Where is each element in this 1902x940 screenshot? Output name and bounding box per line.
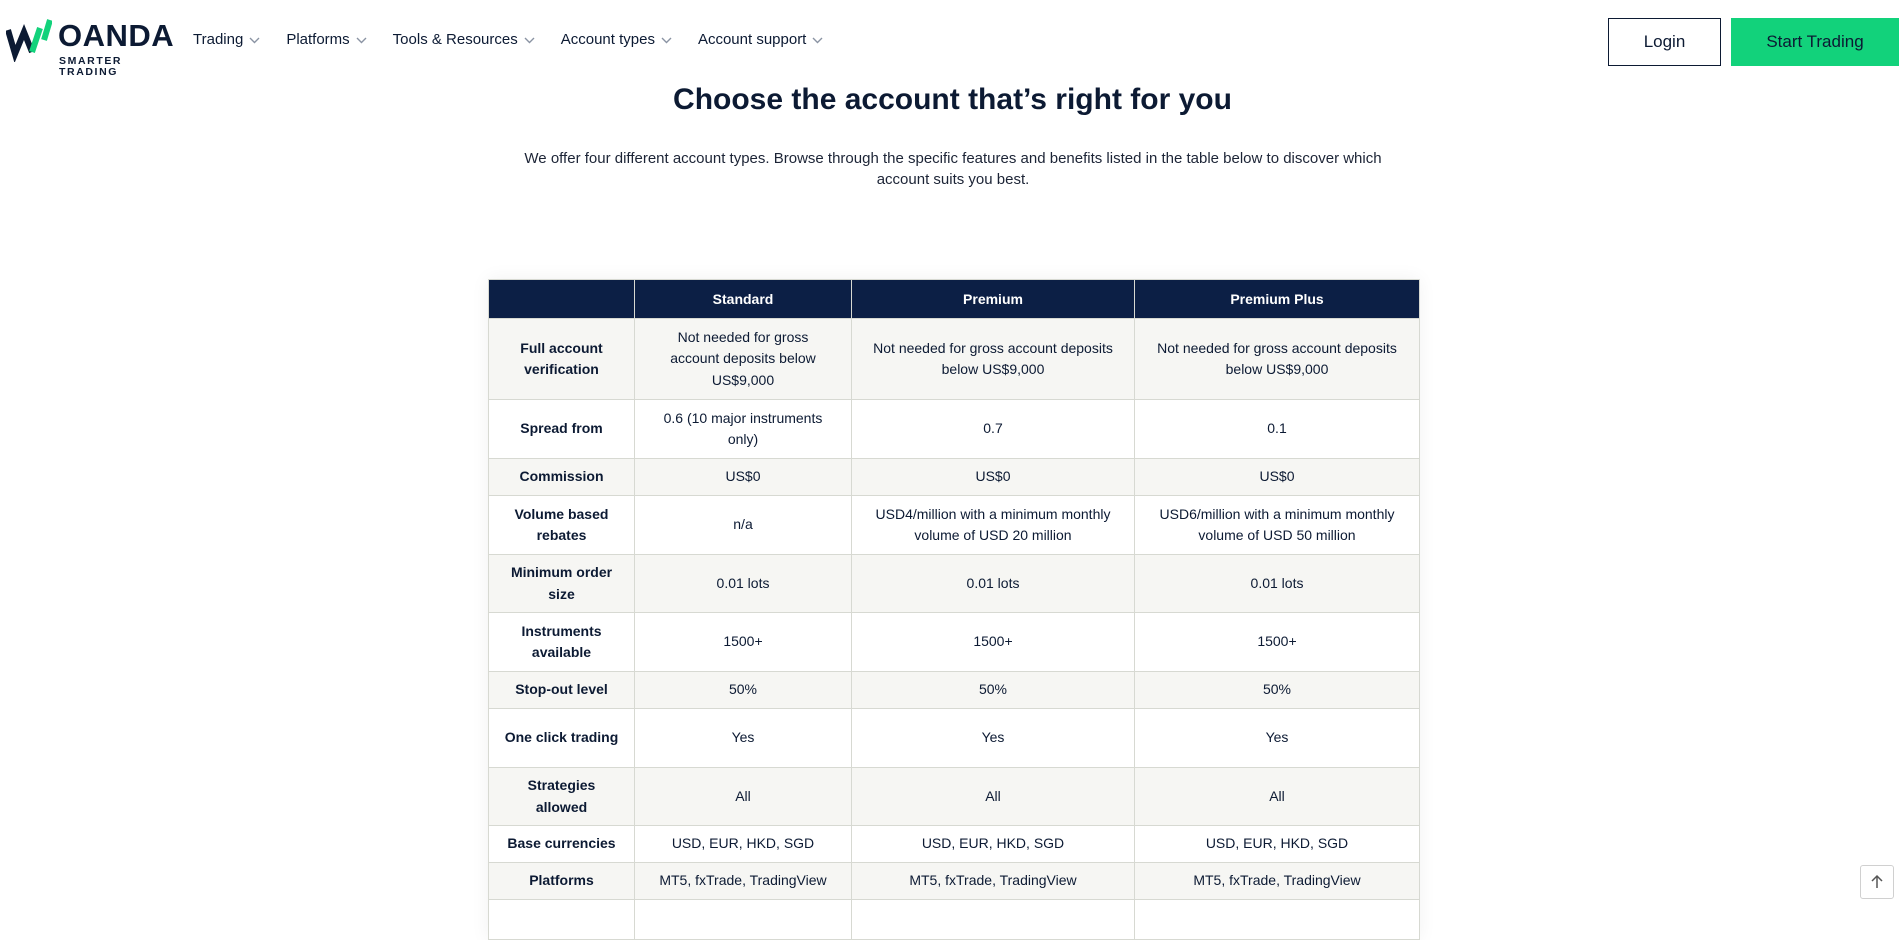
nav-item-platforms[interactable] bbox=[286, 31, 366, 48]
table-cell: MT5, fxTrade, TradingView bbox=[852, 863, 1135, 900]
row-header: Commission bbox=[489, 459, 635, 496]
column-header-standard: Standard bbox=[635, 280, 852, 319]
chevron-down-icon bbox=[661, 37, 672, 44]
row-header: One click trading bbox=[489, 709, 635, 768]
column-header-premium-plus: Premium Plus bbox=[1135, 280, 1420, 319]
table-row bbox=[489, 613, 1420, 672]
table-cell: 0.01 lots bbox=[852, 555, 1135, 613]
account-comparison-table bbox=[488, 279, 1419, 940]
arrow-up-icon bbox=[1869, 874, 1885, 890]
nav-item-tools-resources[interactable] bbox=[393, 31, 535, 48]
row-header: Volume based rebates bbox=[489, 496, 635, 555]
table-row bbox=[489, 709, 1420, 768]
table-cell: Yes bbox=[1135, 709, 1420, 768]
table-row bbox=[489, 459, 1420, 496]
table-cell: US$0 bbox=[852, 459, 1135, 496]
oanda-logo[interactable] bbox=[6, 16, 181, 78]
table-row bbox=[489, 826, 1420, 863]
nav-item-trading[interactable] bbox=[193, 31, 260, 48]
table-row-partial bbox=[489, 900, 1420, 940]
nav-item-account-types[interactable] bbox=[561, 31, 672, 48]
chevron-down-icon bbox=[249, 37, 260, 44]
nav-label: Account support bbox=[697, 30, 807, 48]
table-row bbox=[489, 768, 1420, 826]
table-header-row bbox=[489, 280, 1420, 319]
site-header bbox=[0, 0, 1902, 80]
main-nav bbox=[193, 0, 849, 80]
nav-label: Platforms bbox=[286, 30, 350, 48]
logo-tagline: SMARTER TRADING bbox=[59, 55, 123, 78]
table-cell: 50% bbox=[635, 672, 852, 709]
table-cell bbox=[852, 900, 1135, 940]
nav-label: Tools & Resources bbox=[392, 30, 518, 48]
chevron-down-icon bbox=[812, 37, 823, 44]
table-row bbox=[489, 400, 1420, 459]
nav-label: Account types bbox=[560, 30, 655, 48]
table-cell bbox=[489, 900, 635, 940]
row-header: Stop-out level bbox=[489, 672, 635, 709]
table-cell bbox=[635, 900, 852, 940]
table-cell: 0.7 bbox=[852, 400, 1135, 459]
table-cell: Not needed for gross account deposits below US$9,000 bbox=[852, 319, 1135, 400]
column-header bbox=[489, 280, 635, 319]
table-cell: 0.01 lots bbox=[635, 555, 852, 613]
table-cell: MT5, fxTrade, TradingView bbox=[1135, 863, 1420, 900]
table-cell bbox=[1135, 900, 1420, 940]
table-cell: All bbox=[1135, 768, 1420, 826]
logo-wordmark: OANDA bbox=[58, 18, 175, 53]
row-header: Minimum order size bbox=[489, 555, 635, 613]
logo-mark-icon bbox=[6, 18, 52, 62]
table-cell: USD6/million with a minimum monthly volume of USD 50 million bbox=[1135, 496, 1420, 555]
table-cell: 1500+ bbox=[852, 613, 1135, 672]
nav-item-account-support[interactable] bbox=[698, 31, 823, 48]
table-cell: US$0 bbox=[635, 459, 852, 496]
row-header: Base currencies bbox=[489, 826, 635, 863]
table-cell: USD, EUR, HKD, SGD bbox=[852, 826, 1135, 863]
table-row bbox=[489, 319, 1420, 400]
start-trading-button[interactable]: Start Trading bbox=[1731, 18, 1899, 66]
login-button[interactable]: Login bbox=[1608, 18, 1721, 66]
table-cell: Yes bbox=[635, 709, 852, 768]
table-cell: USD, EUR, HKD, SGD bbox=[1135, 826, 1420, 863]
table-cell: 0.6 (10 major instruments only) bbox=[635, 400, 852, 459]
table-cell: USD, EUR, HKD, SGD bbox=[635, 826, 852, 863]
table-cell: 50% bbox=[852, 672, 1135, 709]
table-cell: 0.01 lots bbox=[1135, 555, 1420, 613]
table-cell: 50% bbox=[1135, 672, 1420, 709]
row-header: Instruments available bbox=[489, 613, 635, 672]
page-title: Choose the account that’s right for you bbox=[673, 83, 1232, 116]
table-cell: Not needed for gross account deposits below US$9,000 bbox=[635, 319, 852, 400]
nav-label: Trading bbox=[193, 30, 244, 48]
scroll-to-top-button[interactable] bbox=[1860, 865, 1894, 899]
chevron-down-icon bbox=[524, 37, 535, 44]
column-header-premium: Premium bbox=[852, 280, 1135, 319]
table-cell: 1500+ bbox=[1135, 613, 1420, 672]
table-cell: All bbox=[852, 768, 1135, 826]
chevron-down-icon bbox=[356, 37, 367, 44]
table-cell: All bbox=[635, 768, 852, 826]
table-cell: US$0 bbox=[1135, 459, 1420, 496]
table-cell: n/a bbox=[635, 496, 852, 555]
table-row bbox=[489, 496, 1420, 555]
table-cell: Yes bbox=[852, 709, 1135, 768]
table-cell: 0.1 bbox=[1135, 400, 1420, 459]
table-cell: USD4/million with a minimum monthly volume of USD 20 million bbox=[852, 496, 1135, 555]
row-header: Platforms bbox=[489, 863, 635, 900]
table-row bbox=[489, 863, 1420, 900]
table-cell: 1500+ bbox=[635, 613, 852, 672]
table-cell: Not needed for gross account deposits below US$9,000 bbox=[1135, 319, 1420, 400]
row-header: Full account verification bbox=[489, 319, 635, 400]
table-row bbox=[489, 672, 1420, 709]
row-header: Strategies allowed bbox=[489, 768, 635, 826]
table-cell: MT5, fxTrade, TradingView bbox=[635, 863, 852, 900]
intro-text: We offer four different account types. Browse through the specific features and benefits listed in the table below to discover which account suits you best. bbox=[524, 150, 1382, 188]
table-row bbox=[489, 555, 1420, 613]
row-header: Spread from bbox=[489, 400, 635, 459]
